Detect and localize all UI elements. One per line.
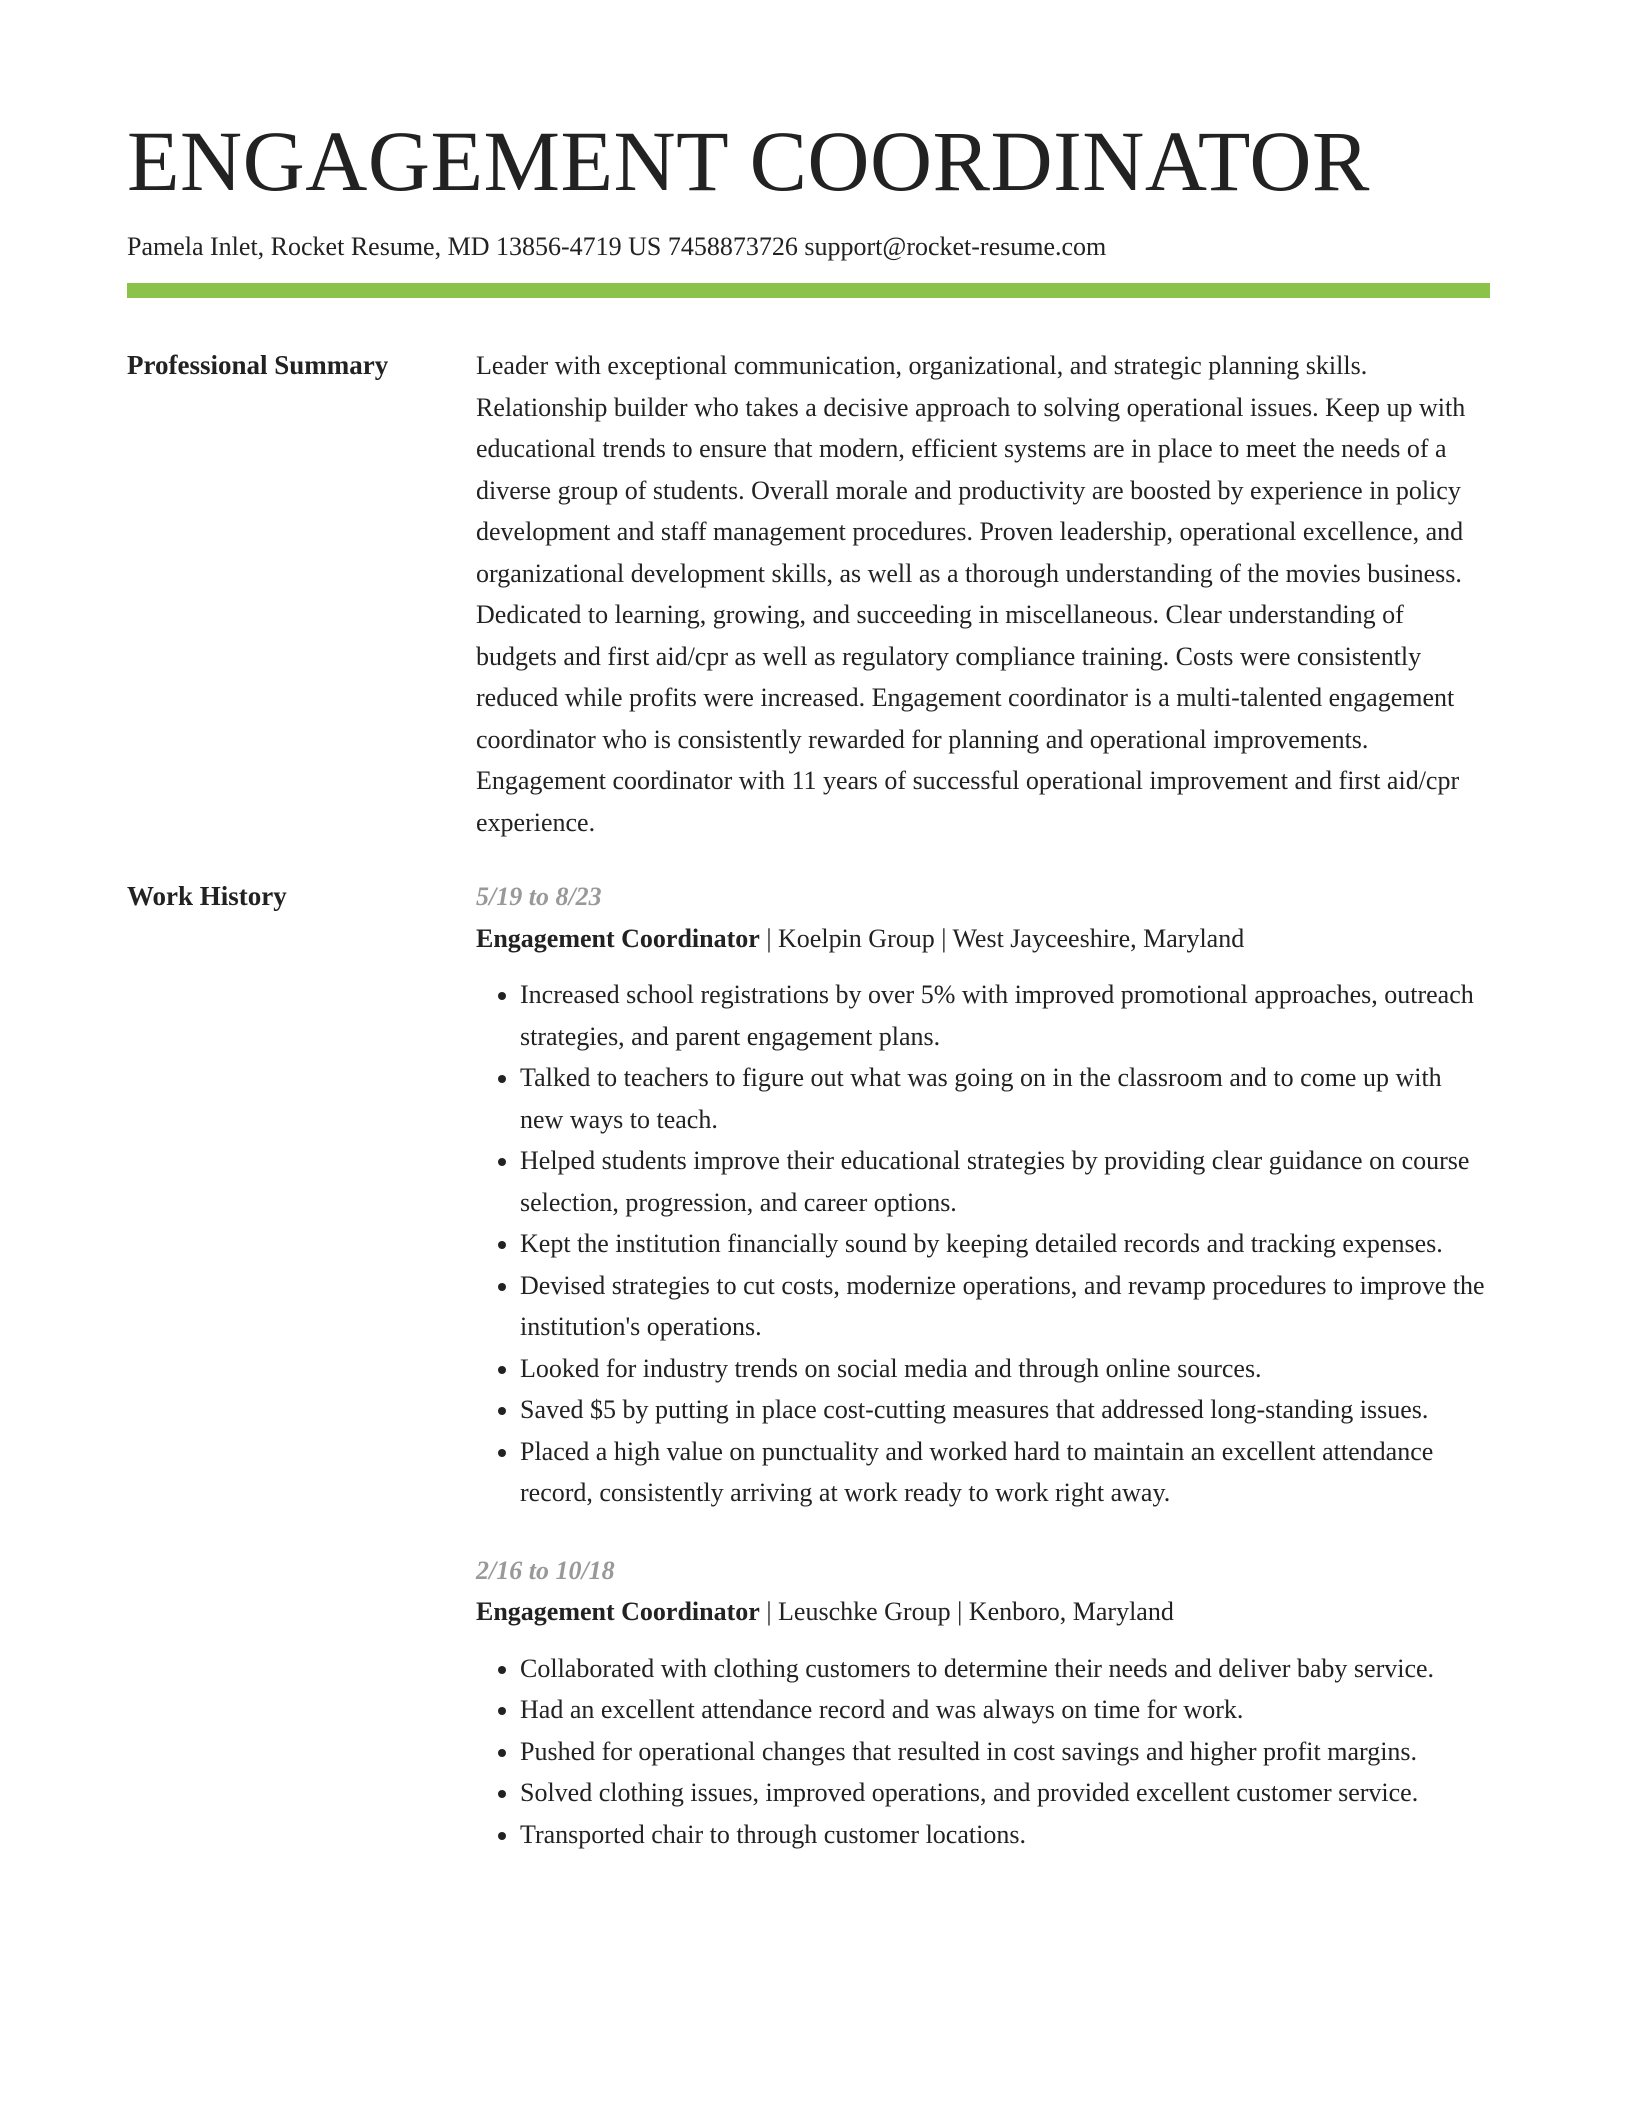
job-bullet: • Increased school registrations by over 5% with improved promotional approaches, outreach strategies, and parent engagement plans. bbox=[520, 974, 1490, 1057]
header-divider bbox=[127, 283, 1490, 298]
job-details: | Leuschke Group | Kenboro, Maryland bbox=[759, 1597, 1174, 1626]
job-entry bbox=[476, 1550, 1490, 1856]
summary-heading: Professional Summary bbox=[127, 350, 389, 380]
job-bullet: • Had an excellent attendance record and was always on time for work. bbox=[520, 1689, 1490, 1731]
job-bullet: • Helped students improve their educational strategies by providing clear guidance on course selection, progression, and career options. bbox=[520, 1140, 1490, 1223]
job-bullet: • Collaborated with clothing customers to determine their needs and deliver baby service. bbox=[520, 1648, 1490, 1690]
job-bullet: • Solved clothing issues, improved operations, and provided excellent customer service. bbox=[520, 1772, 1490, 1814]
job-bullet: • Kept the institution financially sound by keeping detailed records and tracking expenses. bbox=[520, 1223, 1490, 1265]
job-bullet: • Looked for industry trends on social media and through online sources. bbox=[520, 1348, 1490, 1390]
job-bullet: • Pushed for operational changes that resulted in cost savings and higher profit margins. bbox=[520, 1731, 1490, 1773]
job-title: Engagement Coordinator bbox=[476, 923, 760, 953]
resume-title: ENGAGEMENT COORDINATOR bbox=[127, 113, 1370, 209]
job-details: | Koelpin Group | West Jayceeshire, Maryland bbox=[759, 923, 1245, 953]
job-dates: 2/16 to 10/18 bbox=[476, 1555, 615, 1585]
job-heading bbox=[476, 918, 1490, 960]
job-bullet: • Placed a high value on punctuality and worked hard to maintain an excellent attendance record, consistently arriving at work ready to work right away. bbox=[520, 1431, 1490, 1514]
job-dates: 5/19 to 8/23 bbox=[476, 882, 602, 911]
job-bullet: • Transported chair to through customer locations. bbox=[520, 1814, 1490, 1856]
summary-body bbox=[476, 345, 1490, 843]
job-bullets bbox=[476, 1648, 1490, 1856]
work-history-body bbox=[476, 876, 1490, 1891]
job-bullet: • Devised strategies to cut costs, modernize operations, and revamp procedures to improve the institution's operations. bbox=[520, 1265, 1490, 1348]
job-entry bbox=[476, 876, 1490, 1514]
job-heading bbox=[476, 1591, 1490, 1633]
work-history-heading: Work History bbox=[127, 881, 287, 911]
job-bullets bbox=[476, 974, 1490, 1514]
contact-line: Pamela Inlet, Rocket Resume, MD 13856-4719 US 7458873726 support@rocket-resume.com bbox=[127, 232, 1107, 261]
summary-text: Leader with exceptional communication, organizational, and strategic planning skills. Relationship builder who takes a decisive approach to solving operational issues. Keep up with educational trends to ensure that modern, efficient systems are in place to meet the needs of a diverse group of students. Overall morale and productivity are boosted by experience in policy development and staff management procedures. Proven leadership, operational excellence, and organizational development skills, as well as a thorough understanding of the movies business. Dedicated to learning, growing, and succeeding in miscellaneous. Clear understanding of budgets and first aid/cpr as well as regulatory compliance training. Costs were consistently reduced while profits were increased. Engagement coordinator is a multi-talented engagement coordinator who is consistently rewarded for planning and operational improvements. Engagement coordinator with 11 years of successful operational improvement and first aid/cpr experience. bbox=[476, 351, 1466, 837]
job-bullet: • Saved $5 by putting in place cost-cutting measures that addressed long-standing issues. bbox=[520, 1389, 1490, 1431]
job-title: Engagement Coordinator bbox=[476, 1597, 760, 1626]
job-bullet: • Talked to teachers to figure out what was going on in the classroom and to come up with new ways to teach. bbox=[520, 1057, 1490, 1140]
